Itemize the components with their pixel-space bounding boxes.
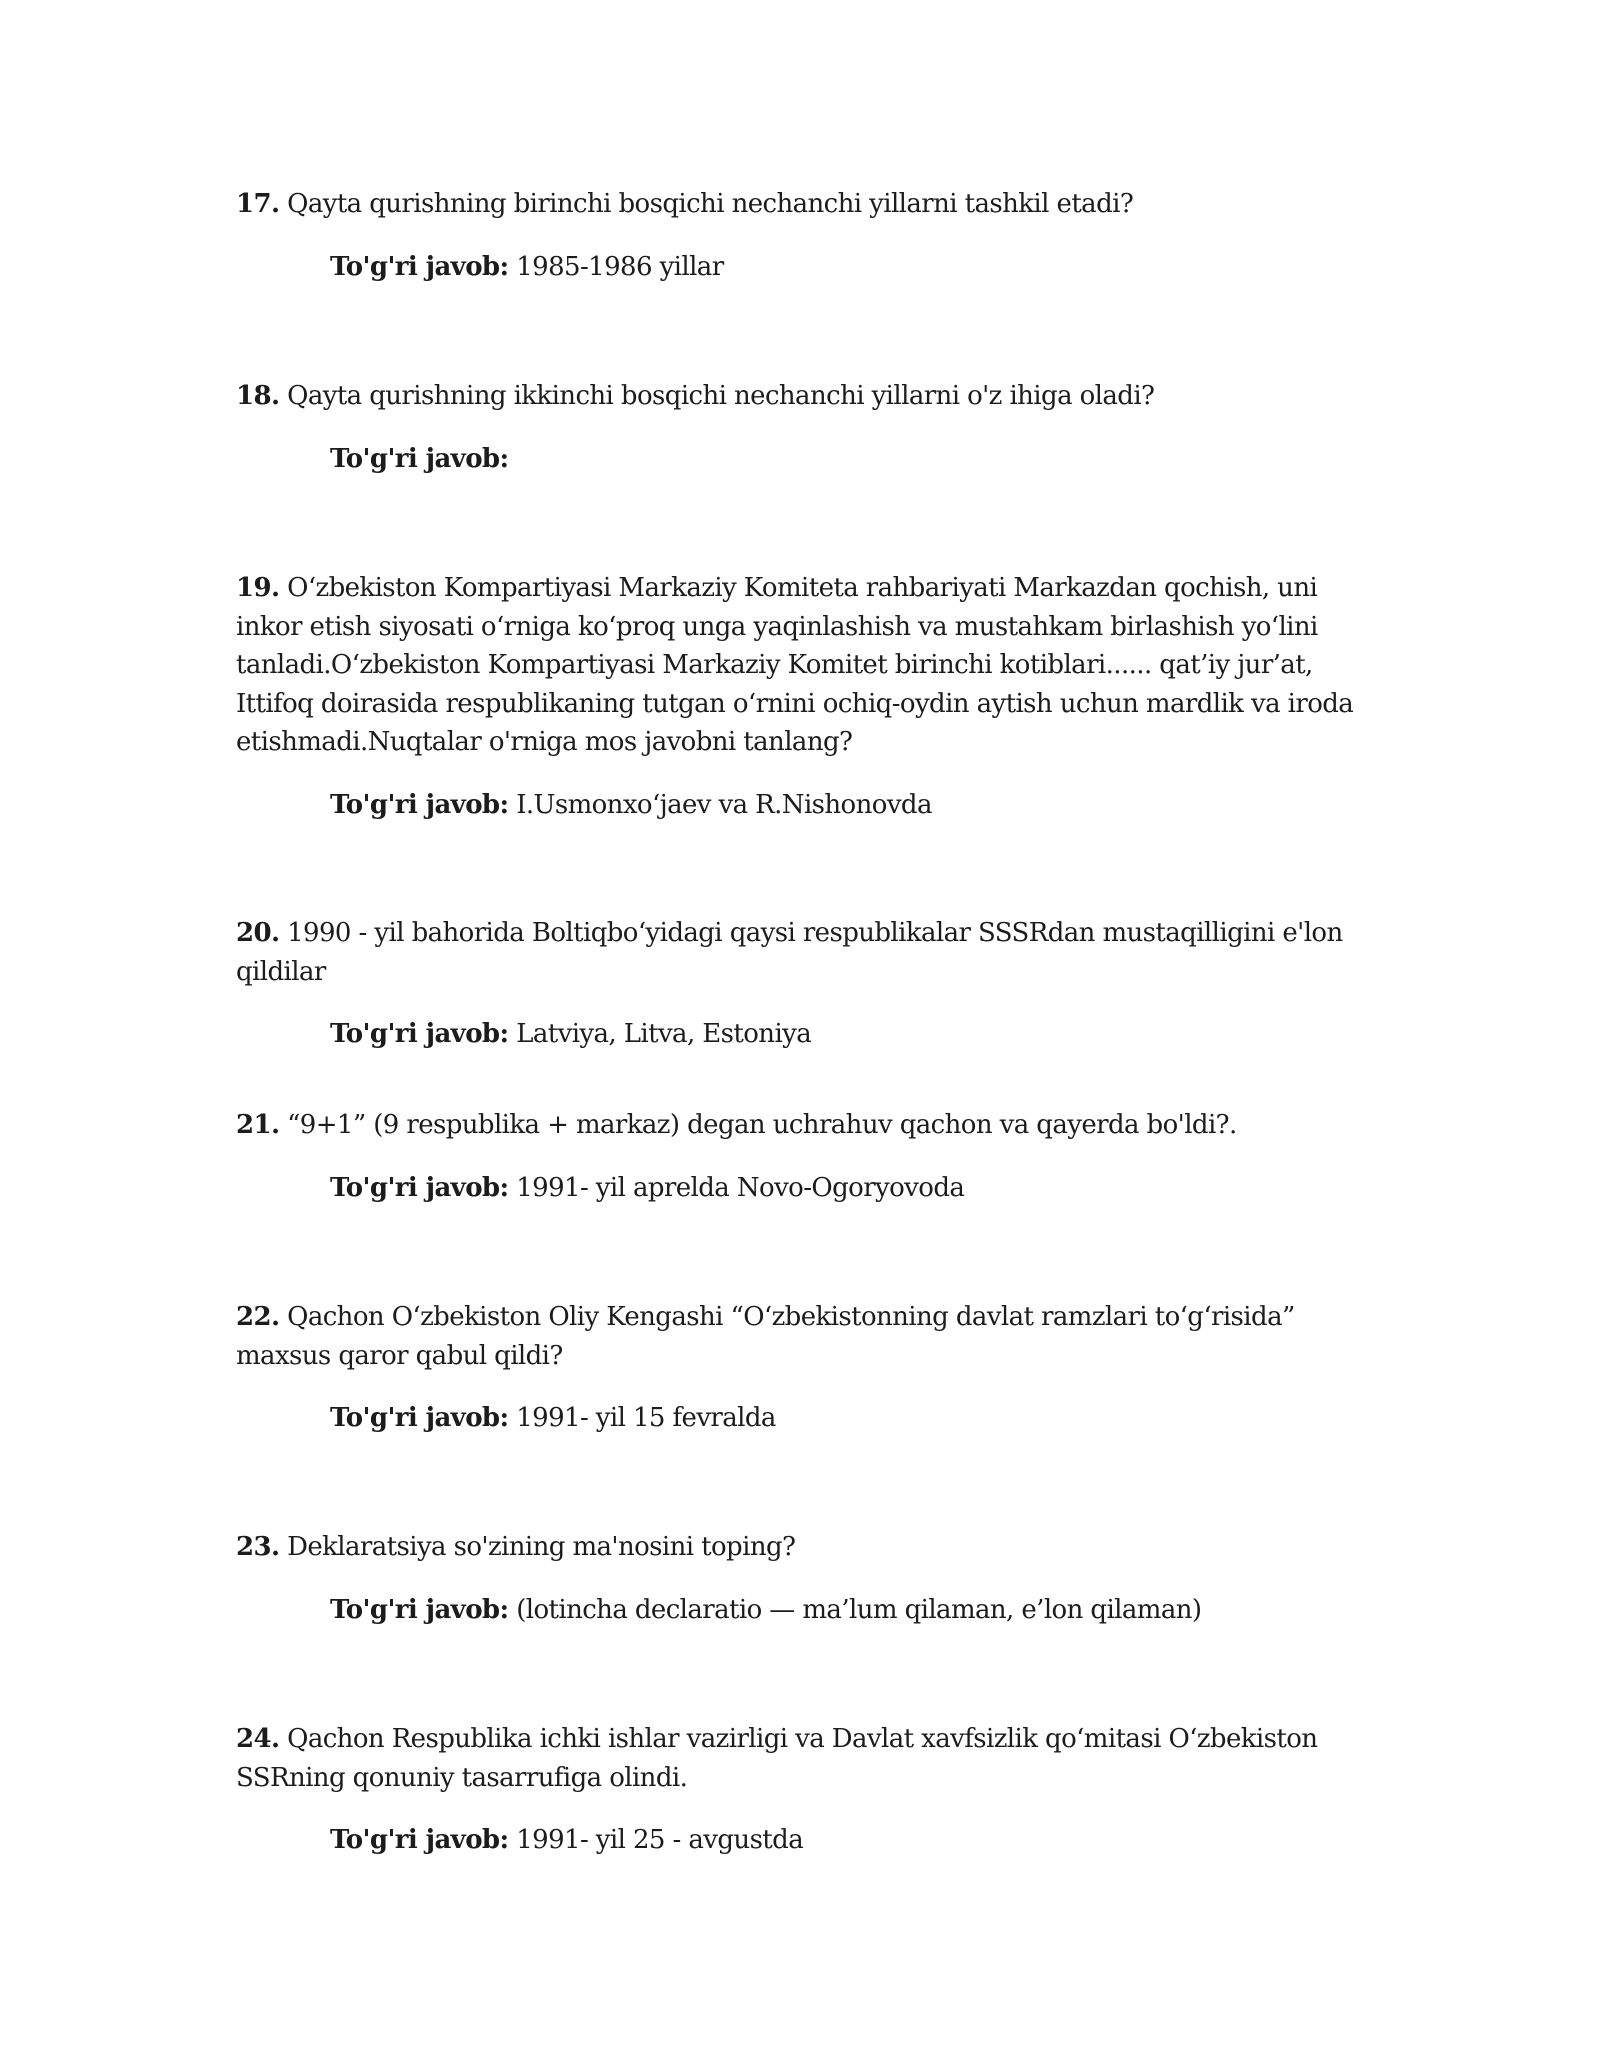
question-body: Qachon Respublika ichki ishlar vazirligi va Davlat xavfsizlik qo‘mitasi O‘zbekiston SSRning qonuniy tasarrufiga olindi. xyxy=(236,1724,1318,1793)
answer-line xyxy=(236,1169,1356,1208)
question-number: 24. xyxy=(236,1724,280,1754)
answer-value: 1991- yil 15 fevralda xyxy=(516,1403,776,1433)
question-body: Qachon O‘zbekiston Oliy Kengashi “O‘zbekistonning davlat ramzlari to‘g‘risida” maxsus qaror qabul qildi? xyxy=(236,1302,1295,1371)
question-19 xyxy=(236,569,1356,824)
question-text xyxy=(236,377,1356,416)
question-number: 20. xyxy=(236,918,280,948)
question-body: “9+1” (9 respublika + markaz) degan uchrahuv qachon va qayerda bo'ldi?. xyxy=(287,1110,1237,1140)
question-text xyxy=(236,1298,1356,1375)
question-number: 21. xyxy=(236,1110,280,1140)
question-body: O‘zbekiston Kompartiyasi Markaziy Komiteta rahbariyati Markazdan qochish, uni inkor etish siyosati o‘rniga ko‘proq unga yaqinlashish va mustahkam birlashish yo‘lini tanladi.O‘zbekiston Kompartiyasi Markaziy Komitet birinchi kotiblari...... qat’iy jur’at, Ittifoq doirasida respublikaning tutgan o‘rnini ochiq-oydin aytish uchun mardlik va iroda etishmadi.Nuqtalar o'rniga mos javobni tanlang? xyxy=(236,573,1354,757)
answer-value: 1991- yil aprelda Novo-Ogoryovoda xyxy=(516,1172,965,1203)
answer-value: (lotincha declaratio — ma’lum qilaman, e’lon qilaman) xyxy=(516,1594,1202,1625)
answer-value: 1985-1986 yillar xyxy=(516,251,724,282)
question-number: 23. xyxy=(236,1532,280,1562)
answer-label: To'g'ri javob: xyxy=(330,1594,509,1625)
question-number: 19. xyxy=(236,573,280,603)
question-text xyxy=(236,1106,1356,1145)
question-24 xyxy=(236,1720,1356,1860)
answer-line xyxy=(236,1015,1356,1054)
question-22 xyxy=(236,1298,1356,1438)
answer-line xyxy=(236,786,1356,825)
answer-label: To'g'ri javob: xyxy=(330,1825,509,1855)
question-21 xyxy=(236,1106,1356,1207)
answer-line xyxy=(236,1591,1356,1630)
answer-label: To'g'ri javob: xyxy=(330,1172,509,1203)
answer-label: To'g'ri javob: xyxy=(330,1403,509,1433)
question-body: Qayta qurishning ikkinchi bosqichi nechanchi yillarni o'z ihiga oladi? xyxy=(287,381,1155,411)
answer-label: To'g'ri javob: xyxy=(330,251,509,282)
question-text xyxy=(236,569,1356,762)
answer-line xyxy=(236,1821,1356,1860)
question-body: 1990 - yil bahorida Boltiqbo‘yidagi qaysi respublikalar SSSRdan mustaqilligini e'lon qildilar xyxy=(236,918,1343,987)
question-body: Qayta qurishning birinchi bosqichi nechanchi yillarni tashkil etadi? xyxy=(287,189,1134,219)
answer-label: To'g'ri javob: xyxy=(330,789,509,820)
answer-line xyxy=(236,248,1356,287)
question-17 xyxy=(236,185,1356,286)
question-body: Deklaratsiya so'zining ma'nosini toping? xyxy=(287,1532,796,1562)
answer-value: Latviya, Litva, Estoniya xyxy=(516,1019,812,1049)
question-number: 17. xyxy=(236,189,280,219)
answer-value: 1991- yil 25 - avgustda xyxy=(516,1825,804,1855)
question-text xyxy=(236,914,1356,991)
question-number: 22. xyxy=(236,1302,280,1332)
question-text xyxy=(236,185,1356,224)
answer-label: To'g'ri javob: xyxy=(330,443,509,474)
answer-line xyxy=(236,440,1356,479)
question-23 xyxy=(236,1528,1356,1629)
answer-value: I.Usmonxo‘jaev va R.Nishonovda xyxy=(516,789,932,820)
question-18 xyxy=(236,377,1356,478)
answer-line xyxy=(236,1399,1356,1438)
question-text xyxy=(236,1720,1356,1797)
answer-label: To'g'ri javob: xyxy=(330,1019,509,1049)
question-20 xyxy=(236,914,1356,1054)
question-text xyxy=(236,1528,1356,1567)
question-number: 18. xyxy=(236,381,280,411)
